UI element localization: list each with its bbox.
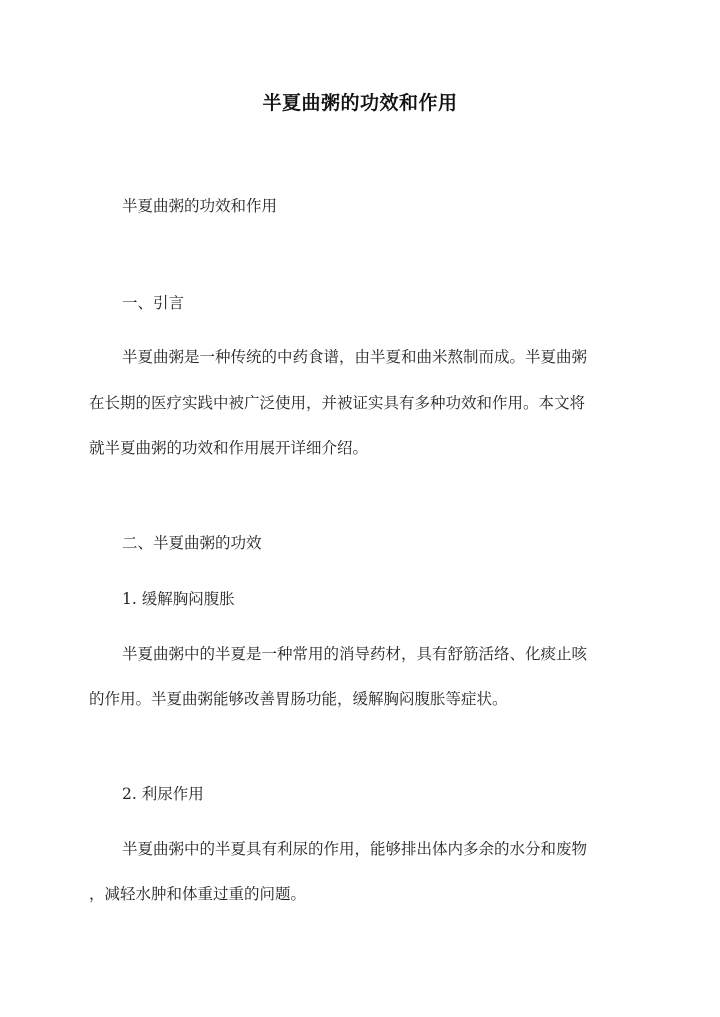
- intro-paragraph-line-1: 半夏曲粥是一种传统的中药食谱，由半夏和曲米熬制而成。半夏曲粥: [122, 348, 588, 366]
- item-heading-1: 1. 缓解胸闷腹胀: [122, 590, 235, 608]
- intro-paragraph-line-3: 就半夏曲粥的功效和作用展开详细介绍。: [89, 439, 369, 457]
- section-heading-effects: 二、半夏曲粥的功效: [122, 534, 262, 552]
- intro-paragraph-line-2: 在长期的医疗实践中被广泛使用，并被证实具有多种功效和作用。本文将: [89, 394, 586, 412]
- item2-paragraph-line-1: 半夏曲粥中的半夏具有利尿的作用，能够排出体内多余的水分和废物: [122, 840, 588, 858]
- item-heading-2: 2. 利尿作用: [122, 785, 204, 803]
- item1-paragraph-line-2: 的作用。半夏曲粥能够改善胃肠功能，缓解胸闷腹胀等症状。: [89, 690, 508, 708]
- item2-paragraph-line-2: ，减轻水肿和体重过重的问题。: [89, 885, 307, 903]
- item1-paragraph-line-1: 半夏曲粥中的半夏是一种常用的消导药材，具有舒筋活络、化痰止咳: [122, 645, 588, 663]
- section-heading-intro: 一、引言: [122, 294, 185, 312]
- document-subtitle: 半夏曲粥的功效和作用: [122, 197, 278, 215]
- page-title: 半夏曲粥的功效和作用: [262, 92, 458, 114]
